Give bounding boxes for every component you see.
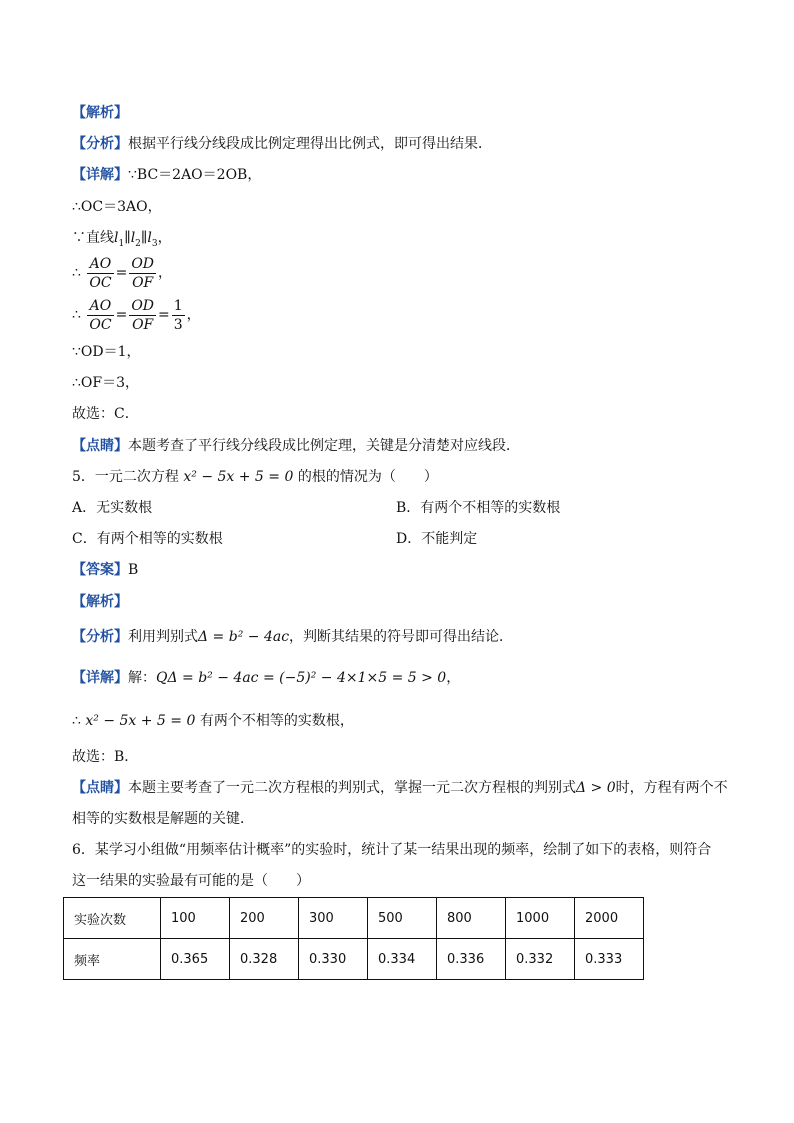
- fenxi-tag: 【分析】: [72, 136, 128, 152]
- sub-2: 2: [135, 238, 141, 249]
- parallel-sign-2: ∥: [140, 230, 148, 246]
- choose-line: 故选：C．: [72, 406, 139, 422]
- table-cell: 0.330: [299, 939, 368, 980]
- table-cell: 0.336: [437, 939, 506, 980]
- frequency-table: [63, 897, 644, 980]
- xiangjie-tag: 【详解】: [72, 670, 128, 686]
- parallel-prefix: ∵直线: [72, 230, 114, 246]
- dianjing-text: 本题考查了平行线分线段成比例定理，关键是分清楚对应线段．: [128, 438, 520, 454]
- q6-stem-line-1: 6．某学习小组做“用频率估计概率”的实验时，统计了某一结果出现的频率，绘制了如下的表格，则符合: [72, 842, 712, 858]
- q5-stem-end: 的根的情况为（ ）: [293, 469, 438, 485]
- table-cell: 200: [230, 898, 299, 939]
- xiangjie-text-end: ，: [446, 670, 461, 686]
- fenxi-text-start: 利用判别式: [128, 629, 198, 645]
- q5-option-d: D．不能判定: [396, 531, 478, 547]
- q5-fenxi-line: [72, 627, 513, 647]
- table-row: [64, 898, 644, 939]
- table-cell: 0.333: [575, 939, 644, 980]
- table-cell: 300: [299, 898, 368, 939]
- table-row: [64, 939, 644, 980]
- fenxi-text-end: ，判断其结果的符号即可得出结论．: [289, 629, 514, 645]
- sub-3: 3: [151, 238, 158, 249]
- q5-answer: B: [128, 562, 139, 578]
- q5-dianjing-line: [72, 778, 728, 798]
- table-cell: 2000: [575, 898, 644, 939]
- dianjing-tag: 【点睛】: [72, 438, 128, 454]
- dianjing-text-end: 时，方程有两个不: [615, 780, 728, 796]
- comma: ，: [158, 265, 173, 281]
- proportion-2: [72, 295, 201, 335]
- table-cell: 800: [437, 898, 506, 939]
- dianjing-tag: 【点睛】: [72, 780, 128, 796]
- jiexi-tag: 【解析】: [72, 594, 128, 610]
- discriminant-calculation: QΔ = b² − 4ac = (−5)² − 4×1×5 = 5 > 0: [156, 670, 447, 686]
- equals-sign: =: [158, 307, 170, 323]
- conclusion-text: 有两个不相等的实数根，: [195, 713, 354, 729]
- q6-stem-line-2: 这一结果的实验最有可能的是（ ）: [72, 873, 310, 889]
- parallel-suffix: ，: [157, 230, 172, 246]
- discriminant-positive: Δ > 0: [576, 780, 616, 796]
- q5-choose-line: 故选：B．: [72, 749, 139, 765]
- line-l3: l: [147, 230, 152, 246]
- step-of: ∴OF＝3，: [72, 375, 140, 391]
- xiangjie-tag: 【详解】: [72, 167, 128, 183]
- table-cell: 1000: [506, 898, 575, 939]
- table-cell: 500: [368, 898, 437, 939]
- table-cell: 0.365: [161, 939, 230, 980]
- xiangjie-text-start: 解：: [128, 670, 156, 686]
- q5-conclusion: [72, 711, 354, 731]
- table-cell: 0.334: [368, 939, 437, 980]
- step-parallel: [72, 228, 172, 254]
- equals-sign: =: [115, 265, 128, 281]
- dianjing-line: [72, 436, 520, 456]
- fraction-od-of: $\frac{OD}{OF}$: [131, 255, 155, 291]
- table-header-trials: 实验次数: [64, 898, 161, 939]
- q5-dianjing-line-2: 相等的实数根是解题的关键．: [72, 811, 254, 827]
- fenxi-text: 根据平行线分线段成比例定理得出比例式，即可得出结果．: [128, 136, 492, 152]
- jiexi-tag: 【解析】: [72, 105, 128, 121]
- q5-equation-2: x² − 5x + 5 = 0: [85, 713, 196, 729]
- line-l2: l: [130, 230, 136, 246]
- q5-option-a: A．无实数根: [72, 500, 153, 516]
- therefore-sign: ∴: [72, 713, 86, 729]
- discriminant-formula: Δ = b² − 4ac: [198, 629, 290, 645]
- equals-sign: =: [115, 307, 128, 323]
- sub-1: 1: [118, 238, 125, 249]
- fraction-one-third: $\frac{1}{3}$: [173, 297, 183, 333]
- therefore-sign: ∴: [72, 265, 81, 281]
- q5-option-c: C．有两个相等的实数根: [72, 531, 223, 547]
- jiexi-heading: [72, 103, 128, 123]
- q5-equation: x² − 5x + 5 = 0: [183, 469, 294, 485]
- table-cell: 0.328: [230, 939, 299, 980]
- q5-answer-line: [72, 560, 138, 580]
- q5-option-b: B．有两个不相等的实数根: [396, 500, 561, 516]
- q5-jiexi-heading: [72, 592, 128, 612]
- step-od: ∵OD＝1，: [72, 344, 141, 360]
- parallel-sign-1: ∥: [124, 230, 131, 246]
- fenxi-tag: 【分析】: [72, 629, 128, 645]
- q5-stem-start: 5．一元二次方程: [72, 469, 184, 485]
- xiangjie-line: [72, 165, 261, 185]
- daan-tag: 【答案】: [72, 562, 128, 578]
- fraction-od-of: $\frac{OD}{OF}$: [131, 297, 155, 333]
- fraction-ao-oc: $\frac{AO}{OC}$: [89, 255, 112, 291]
- therefore-sign: ∴: [72, 307, 81, 323]
- table-cell: 0.332: [506, 939, 575, 980]
- q5-stem: [72, 467, 438, 487]
- step-oc: ∴OC＝3AO，: [72, 199, 162, 215]
- table-header-frequency: 频率: [64, 939, 161, 980]
- q5-xiangjie-line: [72, 668, 460, 688]
- line-l1: l: [114, 230, 119, 246]
- comma: ，: [186, 307, 201, 323]
- dianjing-text-start: 本题主要考查了一元二次方程根的判别式，掌握一元二次方程根的判别式: [128, 780, 576, 796]
- table-cell: 100: [161, 898, 230, 939]
- xiangjie-text: ∵BC＝2AO＝2OB，: [128, 167, 262, 183]
- fenxi-line: [72, 134, 492, 154]
- proportion-1: [72, 253, 172, 293]
- fraction-ao-oc: $\frac{AO}{OC}$: [89, 297, 112, 333]
